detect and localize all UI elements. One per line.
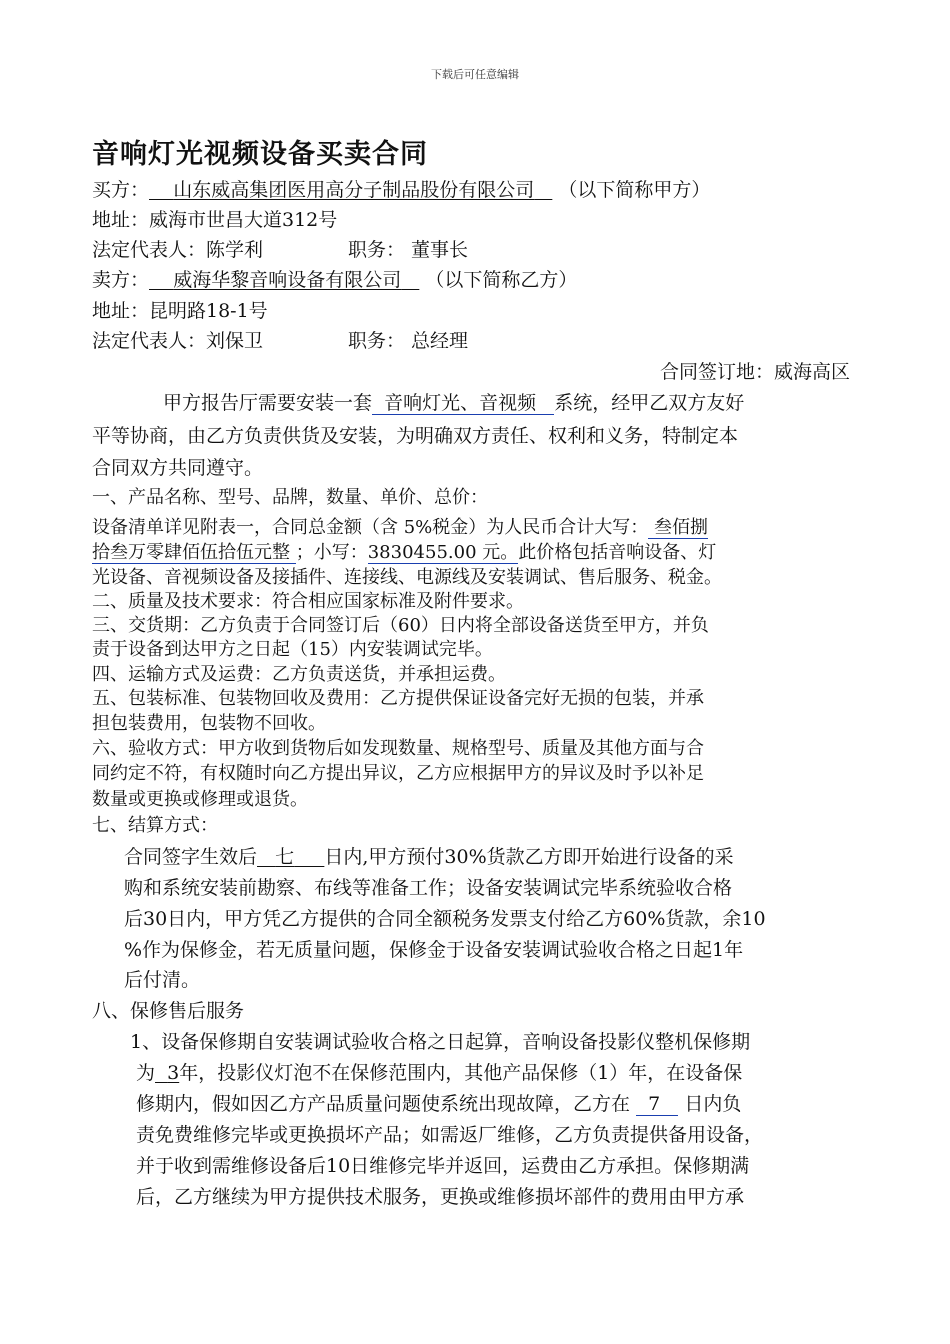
buyer-rep: 法定代表人：陈学利 [92,239,264,261]
section-7-line-4: %作为保修金，若无质量问题，保修金于设备安装调试验收合格之日起1年 [124,939,744,961]
buyer-rep-line [92,235,469,262]
seller-label: 卖方： [92,269,150,291]
section-1-heading: 一、产品名称、型号、品牌，数量、单价、总价： [92,487,488,508]
section-7-heading: 七、结算方式： [92,815,218,836]
amount-words-part-1: 叁佰捌 [648,517,708,539]
intro-line-3: 合同双方共同遵守。 [92,457,264,479]
section-7-line-2: 购和系统安装前勘察、布线等准备工作；设备安装调试完毕系统验收合格 [124,877,733,899]
section-8-line-4: 责免费维修完毕或更换损坏产品；如需返厂维修，乙方负责提供备用设备， [136,1124,764,1146]
section-3-line-1: 三、交货期：乙方负责于合同签订后（60）日内将全部设备送货至甲方，并负 [92,615,709,636]
seller-rep-line [92,326,469,353]
system-name: 音响灯光、音视频 [372,392,554,415]
seller-address: 地址：昆明路18-1号 [92,300,268,322]
section-5-line-1: 五、包装标准、包装物回收及费用：乙方提供保证设备完好无损的包装，并承 [92,688,704,709]
section-8-line-5: 并于收到需维修设备后10日维修完毕并返回，运费由乙方承担。保修期满 [136,1155,750,1177]
intro-line-2: 平等协商，由乙方负责供货及安装，为明确双方责任、权利和义务，特制定本 [92,425,739,447]
amount-words-part-2: 拾叁万零肆佰伍拾伍元整 [92,542,296,564]
section-4: 四、运输方式及运费：乙方负责送货，并承担运费。 [92,664,506,685]
section-1-line-1: 设备清单详见附表一，合同总金额（含 5%税金）为人民币合计大写： 叁佰捌 [92,517,709,538]
header-note: 下载后可任意编辑 [431,68,519,81]
buyer-position: 职务： 董事长 [348,239,469,261]
seller-name: 威海华黎音响设备有限公司 [173,269,402,291]
seller-rep: 法定代表人：刘保卫 [92,330,264,352]
section-6-line-3: 数量或更换或修理或退货。 [92,789,308,810]
section-6-line-1: 六、验收方式：甲方收到货物后如发现数量、规格型号、质量及其他方面与合 [92,738,704,759]
seller-position: 职务： 总经理 [348,330,469,352]
section-6-line-2: 同约定不符，有权随时向乙方提出异议，乙方应根据甲方的异议及时予以补足 [92,763,704,784]
section-7-line-3: 后30日内，甲方凭乙方提供的合同全额税务发票支付给乙方60%货款，余10 [124,908,766,930]
section-3-line-2: 责于设备到达甲方之日起（15）内安装调试完毕。 [92,639,493,660]
section-7-line-1: 合同签字生效后 七 日内,甲方预付30%货款乙方即开始进行设备的采 [124,846,734,868]
buyer-suffix: （以下简称甲方） [558,179,711,201]
buyer-name: 山东威高集团医用高分子制品股份有限公司 [173,179,535,201]
section-8-line-1: 1、设备保修期自安装调试验收合格之日起算，音响设备投影仪整机保修期 [130,1031,751,1053]
sign-place: 合同签订地：威海高区 [659,361,850,383]
repair-days: 7 [636,1093,678,1116]
section-8-line-2: 为 3年，投影仪灯泡不在保修范围内，其他产品保修（1）年，在设备保 [136,1062,743,1084]
section-8-line-6: 后，乙方继续为甲方提供技术服务，更换或维修损坏部件的费用由甲方承 [136,1186,745,1208]
section-8-line-3: 修期内，假如因乙方产品质量问题使系统出现故障，乙方在 7 日内负 [136,1093,742,1115]
section-8-heading: 八、保修售后服务 [92,1000,245,1022]
buyer-address: 地址：威海市世昌大道312号 [92,209,338,231]
section-1-line-3: 光设备、音视频设备及接插件、连接线、电源线及安装调试、售后服务、税金。 [92,567,722,588]
intro-line-1: 甲方报告厅需要安装一套 音响灯光、音视频 系统，经甲乙双方友好 [163,392,745,414]
seller-suffix: （以下简称乙方） [425,269,578,291]
page-title: 音响灯光视频设备买卖合同 [92,139,428,170]
section-7-line-5: 后付清。 [124,969,201,991]
section-1-line-2: 拾叁万零肆佰伍拾伍元整 ；小写：3830455.00 元。此价格包括音响设备、灯 [92,542,717,563]
warranty-years: 3 [167,1062,180,1084]
prepay-days: 七 [275,846,295,868]
section-5-line-2: 担包装费用，包装物不回收。 [92,713,326,734]
buyer-label: 买方： [92,179,150,201]
seller-line [92,265,577,292]
section-2: 二、质量及技术要求：符合相应国家标准及附件要求。 [92,591,524,612]
buyer-line [92,175,710,202]
amount-figures: 3830455.00 元。 [367,542,519,563]
